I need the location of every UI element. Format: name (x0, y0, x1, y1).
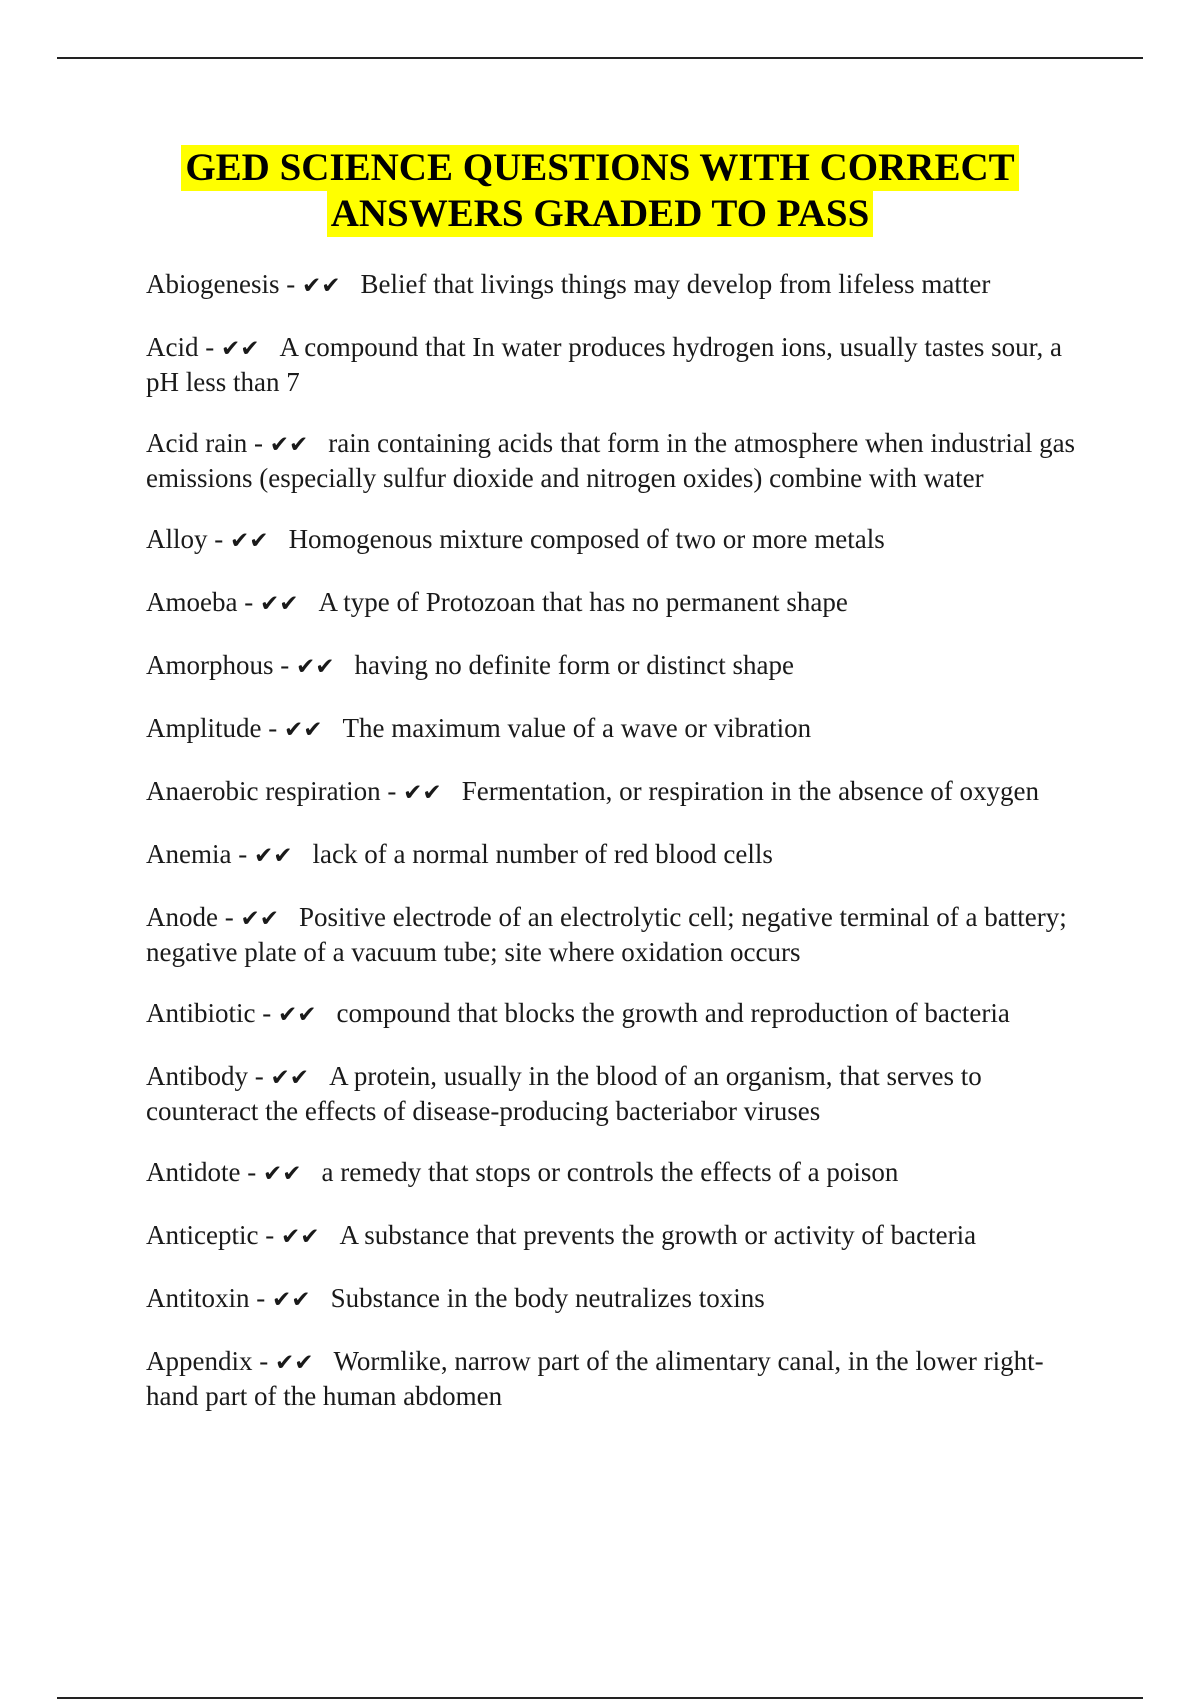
entry-term: Appendix (146, 1346, 253, 1376)
entry-term: Anode (146, 902, 218, 932)
entry-definition: rain containing acids that form in the atmosphere when industrial gas emissions (especially sulfur dioxide and nitrogen oxides) combine with water (146, 428, 1076, 493)
entry-term: Amorphous (146, 650, 274, 680)
double-check-icon: ✔✔ (274, 1350, 314, 1376)
glossary-entry: Anticeptic - ✔✔ A substance that prevents the growth or activity of bacteria (146, 1219, 1096, 1254)
glossary-entry: Alloy - ✔✔ Homogenous mixture composed of two or more metals (146, 523, 1096, 558)
entry-term: Antitoxin (146, 1283, 250, 1313)
entry-term: Amplitude (146, 713, 262, 743)
entry-term: Anaerobic respiration (146, 776, 381, 806)
double-check-icon: ✔✔ (301, 273, 341, 299)
glossary-entry: Acid - ✔✔ A compound that In water produces hydrogen ions, usually tastes sour, a pH less than 7 (146, 332, 1063, 397)
page-title (0, 145, 1200, 237)
entry-term: Acid rain (146, 428, 248, 458)
double-check-icon: ✔✔ (272, 1287, 311, 1313)
entry-term: Anemia (146, 839, 232, 869)
double-check-icon: ✔✔ (220, 336, 260, 362)
double-check-icon: ✔✔ (269, 432, 309, 458)
entry-definition: compound that blocks the growth and reproduction of bacteria (336, 998, 1010, 1028)
bottom-rule (57, 1697, 1143, 1699)
glossary-entry: Anaerobic respiration - ✔✔ Fermentation, or respiration in the absence of oxygen (146, 775, 1096, 810)
glossary-entry: Antibiotic - ✔✔ compound that blocks the growth and reproduction of bacteria (146, 997, 1096, 1032)
entry-definition: The maximum value of a wave or vibration (342, 713, 812, 743)
glossary-entry: Abiogenesis - ✔✔ Belief that livings things may develop from lifeless matter (146, 268, 1096, 303)
double-check-icon: ✔✔ (240, 906, 280, 932)
glossary-entry: Amoeba - ✔✔ A type of Protozoan that has no permanent shape (146, 586, 1096, 621)
entry-definition: Fermentation, or respiration in the absence of oxygen (461, 776, 1040, 806)
double-check-icon: ✔✔ (230, 528, 269, 554)
entry-term: Antidote (146, 1157, 241, 1187)
entry-term: Alloy (146, 524, 208, 554)
entry-term: Acid (146, 332, 199, 362)
title-line-2: ANSWERS GRADED TO PASS (327, 191, 874, 237)
title-line-1: GED SCIENCE QUESTIONS WITH CORRECT (181, 145, 1018, 191)
entry-term: Anticeptic (146, 1220, 259, 1250)
double-check-icon: ✔✔ (403, 780, 442, 806)
glossary-entry: Anode - ✔✔ Positive electrode of an electrolytic cell; negative terminal of a battery; negative plate of a vacuum tube; site where oxidation occurs (146, 902, 1067, 967)
entry-definition: a remedy that stops or controls the effects of a poison (321, 1157, 899, 1187)
entry-term: Abiogenesis (146, 269, 280, 299)
double-check-icon: ✔✔ (259, 591, 299, 617)
top-rule (57, 57, 1143, 59)
glossary-list (146, 268, 1096, 1441)
double-check-icon: ✔✔ (296, 654, 335, 680)
entry-definition: Substance in the body neutralizes toxins (330, 1283, 765, 1313)
entry-definition: A protein, usually in the blood of an organism, that serves to counteract the effects of disease-producing bacteriabor viruses (146, 1061, 982, 1126)
glossary-entry: Acid rain - ✔✔ rain containing acids that form in the atmosphere when industrial gas emissions (especially sulfur dioxide and nitrogen oxides) combine with water (146, 428, 1076, 493)
entry-definition: Belief that livings things may develop from lifeless matter (360, 269, 991, 299)
entry-definition: A compound that In water produces hydrogen ions, usually tastes sour, a pH less than 7 (146, 332, 1063, 397)
double-check-icon: ✔✔ (278, 1002, 317, 1028)
glossary-entry: Appendix - ✔✔ Wormlike, narrow part of the alimentary canal, in the lower right-hand part of the human abdomen (146, 1346, 1044, 1411)
entry-definition: A type of Protozoan that has no permanent shape (318, 587, 848, 617)
double-check-icon: ✔✔ (270, 1065, 310, 1091)
entry-term: Antibody (146, 1061, 249, 1091)
glossary-entry: Amorphous - ✔✔ having no definite form or distinct shape (146, 649, 1096, 684)
entry-term: Amoeba (146, 587, 238, 617)
glossary-entry: Amplitude - ✔✔ The maximum value of a wave or vibration (146, 712, 1096, 747)
double-check-icon: ✔✔ (280, 1224, 320, 1250)
entry-definition: lack of a normal number of red blood cells (312, 839, 773, 869)
glossary-entry: Antibody - ✔✔ A protein, usually in the blood of an organism, that serves to counteract the effects of disease-producing bacteriabor viruses (146, 1061, 982, 1126)
double-check-icon: ✔✔ (263, 1161, 302, 1187)
entry-definition: having no definite form or distinct shape (354, 650, 794, 680)
glossary-entry: Antitoxin - ✔✔ Substance in the body neutralizes toxins (146, 1282, 1096, 1317)
double-check-icon: ✔✔ (284, 717, 323, 743)
entry-definition: A substance that prevents the growth or activity of bacteria (339, 1220, 977, 1250)
entry-definition: Homogenous mixture composed of two or more metals (288, 524, 885, 554)
entry-definition: Positive electrode of an electrolytic cell; negative terminal of a battery; negative plate of a vacuum tube; site where oxidation occurs (146, 902, 1067, 967)
entry-definition: Wormlike, narrow part of the alimentary canal, in the lower right-hand part of the human abdomen (146, 1346, 1044, 1411)
entry-term: Antibiotic (146, 998, 256, 1028)
glossary-entry: Anemia - ✔✔ lack of a normal number of red blood cells (146, 838, 1096, 873)
double-check-icon: ✔✔ (253, 843, 293, 869)
glossary-entry: Antidote - ✔✔ a remedy that stops or controls the effects of a poison (146, 1156, 1096, 1191)
